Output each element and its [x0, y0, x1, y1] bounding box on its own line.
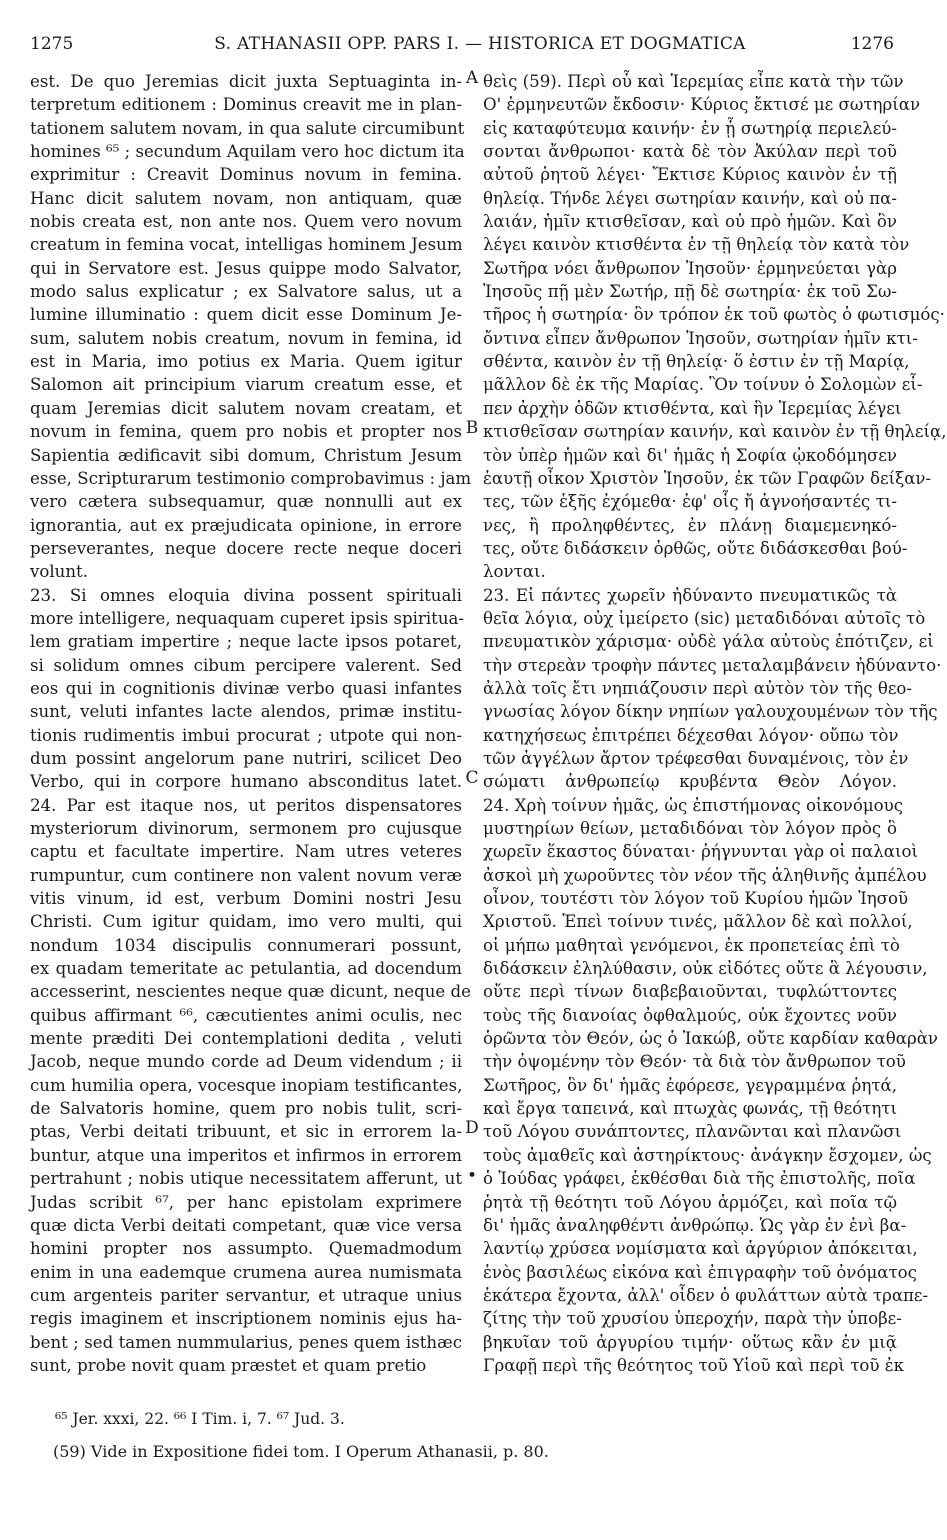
greek-text-line: λαιάν, ἡμῖν κτισθεῖσαν, καὶ οὐ πρὸ ἡμῶν. Καὶ ὃν: [483, 212, 897, 232]
latin-text-line: tionis rudimentis imbui procurat ; utpote qui non-: [30, 725, 462, 745]
latin-text-line: est in Maria, imo potius ex Maria. Quem igitur: [30, 352, 462, 372]
greek-text-line: νες, ἢ προληφθέντες, ἐν πλάνῃ διαμεμενηκό-: [483, 515, 897, 535]
greek-text-line: λέγει καινὸν κτισθέντα ἐν τῇ θηλείᾳ τὸν κατὰ τὸν: [483, 235, 910, 255]
greek-text-line: τὸν ὑπὲρ ἡμῶν καὶ δι' ἡμᾶς ἡ Σοφία ᾠκοδόμησεν: [483, 445, 897, 465]
greek-text-line: ἀλλὰ τοῖς ἔτι νηπιάζουσιν περὶ αὐτὸν τὸν τῆς θεο-: [483, 678, 913, 698]
latin-text-line: terpretum editionem : Dominus creavit me in plan-: [30, 95, 462, 115]
latin-text-line: more intelligere, nequaquam cuperet ipsis spiritua-: [30, 608, 465, 628]
greek-text-line: τοὺς ἀμαθεῖς καὶ ἀστηρίκτους· ἀνάγκην ἔσχομεν, ὡς: [483, 1145, 932, 1165]
latin-text-line: tationem salutem novam, in qua salute circumibunt: [30, 118, 465, 138]
latin-text-line: regis imaginem et inscriptionem nominis ejus ha-: [30, 1309, 462, 1329]
greek-text-line: τοῦ Λόγου συνάπτοντες, πλανῶνται καὶ πλανῶσι: [483, 1122, 902, 1142]
greek-text-line: ἀσκοὶ μὴ χωροῦντες τὸν νέον τῆς ἀληθινῆς ἀμπέλου: [483, 865, 927, 885]
greek-text-line: δι' ἡμᾶς ἀναληφθέντι ἀνθρώπῳ. Ὡς γὰρ ἐν ἑνὶ βα-: [483, 1215, 907, 1235]
greek-text-line: κατηχήσεως ἐπιτρέπει δέχεσθαι λόγον· οὔπω τὸν: [483, 725, 899, 745]
greek-text-line: οὔτε περὶ τίνων διαβεβαιοῦνται, τυφλώττοντες: [483, 982, 897, 1002]
latin-text-line: Sapientia ædificavit sibi domum, Christum Jesum: [30, 445, 462, 465]
latin-text-line: quæ dicta Verbi deitati competant, quæ vice versa: [30, 1215, 462, 1235]
greek-text-line: λαντίῳ χρύσεα νομίσματα καὶ ἀργύριον ἀπόκειται,: [483, 1239, 918, 1259]
latin-text-line: lumine illuminatio : quem dicit esse Dominum Je-: [30, 305, 462, 325]
margin-letter-b: B: [465, 418, 479, 438]
latin-text-column: [30, 70, 472, 1400]
latin-footnotes: ⁶⁵ Jer. xxxi, 22. ⁶⁶ I Tim. i, 7. ⁶⁷ Jud. 3.: [55, 1410, 345, 1428]
latin-text-line: rumpuntur, cum continere non valent novum veræ: [30, 865, 462, 885]
greek-text-line: μᾶλλον δὲ ἐκ τῆς Μαρίας. Ὃν τοίνυν ὁ Σολομὼν εἶ-: [483, 375, 923, 395]
latin-text-line: Judas scribit ⁶⁷, per hanc epistolam exprimere: [30, 1192, 462, 1212]
greek-text-line: ἑνὸς βασιλέως εἰκόνα καὶ ἐπιγραφὴν τοῦ ὀνόματος: [483, 1262, 917, 1282]
latin-text-line: ptas, Verbi deitati tribuunt, et sic in errorem la-: [30, 1122, 462, 1142]
latin-text-line: captu et facultate impertire. Nam utres veteres: [30, 842, 462, 862]
latin-text-line: nondum 1034 discipulis connumerari possunt,: [30, 935, 462, 955]
greek-footnote: (59) Vide in Expositione fidei tom. I Operum Athanasii, p. 80.: [53, 1442, 549, 1461]
greek-text-line: μυστηρίων θείων, μεταδιδόναι τὸν λόγον πρὸς ὃ: [483, 819, 897, 838]
greek-text-line: τῶν ἀγγέλων ἄρτον τρέφεσθαι δυναμένοις, τὸν ἐν: [483, 748, 909, 768]
latin-text-line: esse, Scripturarum testimonio comprobavimus : jam: [30, 468, 472, 488]
latin-text-line: qui in Servatore est. Jesus quippe modo Salvator,: [30, 258, 462, 278]
left-page-number: 1275: [30, 34, 74, 54]
greek-text-line: θηλείᾳ. Τήνδε λέγει σωτηρίαν καινήν, καὶ οὐ πα-: [483, 188, 897, 208]
latin-text-line: Salomon ait principium viarum creatum esse, et: [30, 375, 462, 395]
greek-text-line: ῥητὰ τῇ θεότητι τοῦ Λόγου ἁρμόζει, καὶ ποῖα τῷ: [483, 1192, 897, 1212]
right-page-number: 1276: [850, 34, 894, 54]
latin-text-line: sum, salutem nobis creatum, novum in femina, id: [30, 328, 462, 348]
greek-text-line: ὁ Ἰούδας γράφει, ἐκθέσθαι διὰ τῆς ἐπιστολῆς, ποῖα: [483, 1169, 916, 1189]
greek-text-line: θεὶς (59). Περὶ οὗ καὶ Ἱερεμίας εἶπε κατὰ τὴν τῶν: [483, 72, 904, 91]
greek-text-line: ὄντινα εἶπεν ἄνθρωπον Ἰησοῦν, σωτηρίαν ἡμῖν κτι-: [483, 328, 918, 348]
latin-text-line: de Salvatoris homine, quem pro nobis tulit, scri-: [30, 1099, 462, 1119]
latin-text-line: Christi. Cum igitur quidam, imo vero multi, qui: [30, 912, 462, 932]
greek-text-line: Γραφῇ περὶ τῆς θεότητος τοῦ Υἱοῦ καὶ περὶ τοῦ ἐκ: [483, 1355, 905, 1375]
latin-text-line: cum argenteis pariter servantur, et utraque unius: [30, 1285, 462, 1305]
latin-text-line: lem gratiam impertire ; neque lacte ipsos potaret,: [30, 632, 462, 652]
latin-text-line: volunt.: [30, 562, 88, 582]
latin-text-line: sunt, probe novit quam præstet et quam pretio: [30, 1355, 427, 1375]
greek-text-line: βηκυῖαν τοῦ ἀργυρίου τιμήν· οὕτως κἂν ἐν μιᾷ: [483, 1332, 897, 1352]
latin-text-line: si solidum omnes cibum percipere valerent. Sed: [30, 655, 462, 675]
latin-text-line: enim in una eademque crumena aurea numismata: [30, 1262, 462, 1282]
latin-text-line: sunt, veluti infantes lacte alendos, primæ institu-: [30, 702, 462, 722]
greek-text-line: ἑαυτῇ οἶκον Χριστὸν Ἰησοῦν, ἐκ τῶν Γραφῶν δείξαν-: [483, 468, 932, 488]
margin-letter-a: A: [465, 68, 479, 88]
greek-text-line: κτισθεῖσαν σωτηρίαν καινήν, καὶ καινὸν ἐν τῇ θηλείᾳ,: [483, 422, 947, 442]
greek-text-line: τῆρος ἡ σωτηρία· ὃν τρόπον ἐκ τοῦ φωτὸς ὁ φωτισμός·: [483, 305, 945, 325]
greek-text-line: Σωτῆρος, ὃν δι' ἡμᾶς ἐφόρεσε, γεγραμμένα ῥητά,: [483, 1075, 897, 1095]
greek-text-line: τὴν στερεὰν τροφὴν πάντες μεταλαμβάνειν ἠδύναντο·: [483, 655, 942, 675]
greek-text-line: πεν ἀρχὴν ὁδῶν κτισθέντα, καὶ ἣν Ἱερεμίας λέγει: [483, 398, 902, 418]
greek-text-line: οἶνον, τουτέστι τὸν λόγον τοῦ Κυρίου ἡμῶν Ἰησοῦ: [483, 889, 909, 909]
greek-text-line: πνευματικὸν χάρισμα· οὐδὲ γάλα αὐτοὺς ἐπότιζεν, εἰ: [483, 632, 934, 652]
latin-text-line: buntur, atque una imperitos et infirmos in errorem: [30, 1145, 462, 1165]
greek-text-line: σθέντα, καινὸν ἐν τῇ θηλείᾳ· ὅ ἐστιν ἐν τῇ Μαρίᾳ,: [483, 352, 910, 372]
greek-text-line: θεῖα λόγια, οὐχ ἱμείρετο (sic) μεταδιδόναι αὐτοῖς τὸ: [483, 608, 926, 628]
latin-text-line: novum in femina, quem pro nobis et propter nos: [30, 422, 462, 442]
latin-text-line: mysteriorum divinorum, sermonem pro cujusque: [30, 819, 462, 838]
latin-text-line: homini propter nos assumpto. Quemadmodum: [30, 1239, 462, 1259]
greek-text-line: σονται ἄνθρωποι· κατὰ δὲ τὸν Ἀκύλαν περὶ τοῦ: [483, 142, 897, 162]
latin-text-line: pertrahunt ; nobis utique necessitatem afferunt, ut: [30, 1169, 462, 1189]
greek-text-line: Ἰησοῦς πῇ μὲν Σωτήρ, πῇ δὲ σωτηρία· ἐκ τοῦ Σω-: [483, 282, 897, 302]
greek-text-line: ζίτης τὴν τοῦ χρυσίου ὑπεροχήν, παρὰ τὴν ὑποβε-: [483, 1309, 902, 1329]
greek-text-line: διδάσκειν ἐληλύθασιν, οὐκ εἰδότες οὔτε ἃ λέγουσιν,: [483, 959, 928, 979]
latin-text-line: cum humilia opera, vocesque inopiam testificantes,: [30, 1075, 463, 1095]
greek-text-line: 24. Χρὴ τοίνυν ἡμᾶς, ὡς ἐπιστήμονας οἰκονόμους: [483, 795, 904, 815]
greek-text-line: τες, τῶν ἑξῆς ἐχόμεθα· ἐφ' οἷς ἤ ἀγνοήσαντές τι-: [483, 492, 897, 512]
greek-text-line: χωρεῖν ἕκαστος δύναται· ῥήγνυνται γὰρ οἱ παλαιοὶ: [483, 842, 918, 862]
latin-text-line: bent ; sed tamen nummularius, penes quem isthæc: [30, 1332, 462, 1352]
greek-text-line: σώματι ἀνθρωπείῳ κρυβέντα Θεὸν Λόγον.: [483, 772, 897, 792]
greek-text-line: Σωτῆρα νόει ἄνθρωπον Ἰησοῦν· ἑρμηνεύεται γὰρ: [483, 258, 897, 278]
greek-text-line: 23. Εἰ πάντες χωρεῖν ἠδύναντο πνευματικῶς τὰ: [483, 585, 897, 605]
greek-text-line: καὶ ἔργα ταπεινά, καὶ πτωχὰς φωνάς, τῇ θεότητι: [483, 1099, 897, 1119]
greek-text-line: Χριστοῦ. Ἐπεὶ τοίνυν τινές, μᾶλλον δὲ καὶ πολλοί,: [483, 912, 913, 932]
greek-text-line: οἱ μήπω μαθηταὶ γενόμενοι, ἐκ προπετείας ἐπὶ τὸ: [483, 935, 900, 955]
greek-text-line: αὐτοῦ ῥητοῦ λέγει· Ἔκτισε Κύριος καινὸν ἐν τῇ: [483, 165, 897, 185]
latin-text-line: homines ⁶⁵ ; secundum Aquilam vero hoc dictum ita: [30, 142, 465, 162]
latin-text-line: vero cætera subsequamur, quæ nonnulli aut ex: [30, 492, 462, 512]
margin-bullet: •: [466, 1166, 478, 1186]
latin-text-line: 24. Par est itaque nos, ut peritos dispensatores: [30, 795, 462, 815]
latin-text-line: accesserint, nescientes neque quæ dicunt, neque de: [30, 982, 471, 1002]
latin-text-line: creatum in femina vocat, intelligas hominem Jesum: [30, 235, 463, 255]
greek-text-column: [483, 70, 947, 1400]
latin-text-line: Hanc dicit salutem novam, non antiquam, quæ: [30, 188, 462, 208]
greek-text-line: τες, οὔτε διδάσκειν ὀρθῶς, οὔτε διδάσκεσθαι βού-: [483, 538, 908, 558]
latin-text-line: eos qui in cognitionis divinæ verbo quasi infantes: [30, 678, 462, 698]
latin-text-line: perseverantes, neque docere recte neque doceri: [30, 538, 462, 558]
greek-text-line: γνωσίας λόγον δίκην νηπίων γαλουχουμένων τὸν τῆς: [483, 702, 938, 722]
latin-text-line: ex quadam temeritate ac petulantia, ad docendum: [30, 959, 462, 979]
latin-text-line: mente præditi Dei contemplationi dedita , veluti: [30, 1029, 462, 1049]
greek-text-line: Ο' ἑρμηνευτῶν ἔκδοσιν· Κύριος ἔκτισέ με σωτηρίαν: [483, 95, 921, 115]
latin-text-line: Verbo, qui in corpore humano absconditus latet.: [30, 772, 462, 792]
latin-text-line: quam Jeremias dicit salutem novam creatam, et: [30, 398, 462, 418]
latin-text-line: quibus affirmant ⁶⁶, cæcutientes animi oculis, nec: [30, 1005, 462, 1025]
greek-text-line: εἰς καταφύτευμα καινήν· ἐν ᾗ σωτηρίᾳ περιελεύ-: [483, 118, 897, 138]
latin-text-line: exprimitur : Creavit Dominus novum in femina.: [30, 165, 462, 185]
latin-text-line: nobis creata est, non ante nos. Quem vero novum: [30, 212, 462, 232]
margin-letter-d: D: [465, 1118, 479, 1138]
latin-text-line: dum possint angelorum pane nutriri, scilicet Deo: [30, 748, 462, 768]
latin-text-line: vitis vinum, id est, verbum Domini nostri Jesu: [30, 889, 462, 909]
latin-text-line: ignorantia, aut ex præjudicata opinione, in errore: [30, 515, 462, 535]
latin-text-line: Jacob, neque mundo corde ad Deum videndum ; ii: [30, 1052, 462, 1072]
greek-text-line: λονται.: [483, 562, 546, 582]
latin-text-line: 23. Si omnes eloquia divina possent spirituali: [30, 585, 462, 605]
greek-text-line: τοὺς τῆς διανοίας ὀφθαλμούς, οὐκ ἔχοντες νοῦν: [483, 1005, 897, 1025]
greek-text-line: ἑκάτερα ἔχοντα, ἀλλ' οἶδεν ὁ φυλάττων αὐτὰ τραπε-: [483, 1285, 929, 1305]
greek-text-line: τὴν ὀψομένην τὸν Θεόν· τὰ διὰ τὸν ἄνθρωπον τοῦ: [483, 1052, 906, 1072]
latin-text-line: est. De quo Jeremias dicit juxta Septuaginta in-: [30, 72, 462, 91]
margin-letter-c: C: [465, 768, 479, 788]
greek-text-line: ὁρῶντα τὸν Θεόν, ὡς ὁ Ἰακώβ, οὔτε καρδίαν καθαρὰν: [483, 1029, 938, 1049]
running-head-title: S. ATHANASII OPP. PARS I. — HISTORICA ET DOGMATICA: [214, 34, 746, 54]
latin-text-line: modo salus explicatur ; ex Salvatore salus, ut a: [30, 282, 462, 302]
